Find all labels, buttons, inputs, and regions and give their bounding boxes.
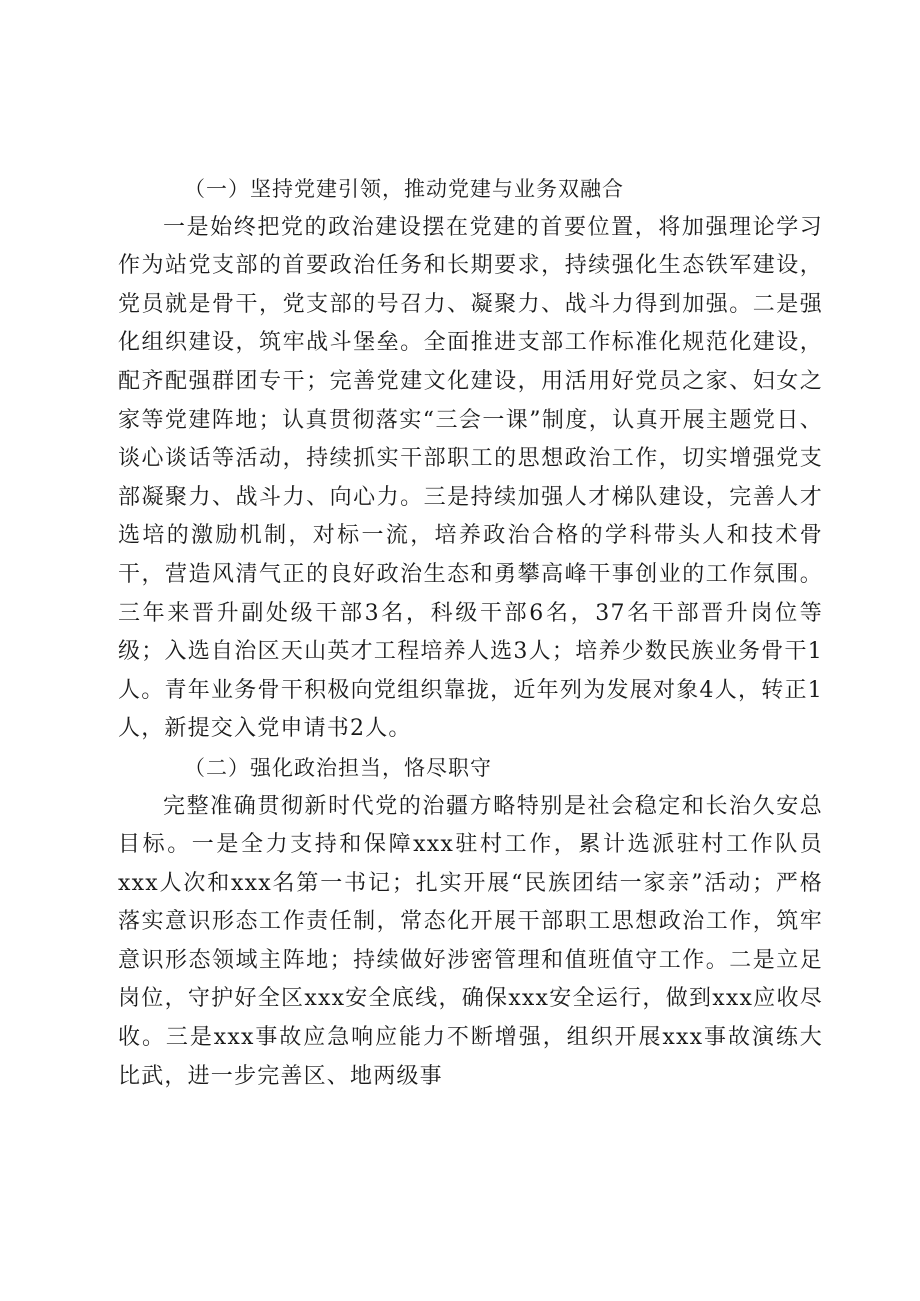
section-heading-2: （二）强化政治担当，恪尽职守 xyxy=(184,755,492,780)
section-paragraph-2: 完整准确贯彻新时代党的治疆方略特别是社会稳定和长治久安总目标。一是全力支持和保障xxx驻村工作，累计选派驻村工作队员xxx人次和xxx名第一书记；扎实开展“民族团结一家亲”活动；严格落实意识形态工作责任制，常态化开展干部职工思想政治工作，筑牢意识形态领域主阵地；持续做好涉密管理和值班值守工作。二是立足岗位，守护好全区xxx安全底线，确保xxx安全运行，做到xxx应收尽收。三是xxx事故应急响应能力不断增强，组织开展xxx事故演练大比武，进一步完善区、地两级事 xyxy=(118,793,823,1089)
section-heading-1: （一）坚持党建引领，推动党建与业务双融合 xyxy=(184,177,624,201)
section-paragraph-1: 一是始终把党的政治建设摆在党建的首要位置，将加强理论学习作为站党支部的首要政治任务和长期要求，持续强化生态铁军建设，党员就是骨干，党支部的号召力、凝聚力、战斗力得到加强。二是强化组织建设，筑牢战斗堡垒。全面推进支部工作标准化规范化建设，配齐配强群团专干；完善党建文化建设，用活用好党员之家、妇女之家等党建阵地；认真贯彻落实“三会一课”制度，认真开展主题党日、谈心谈话等活动，持续抓实干部职工的思想政治工作，切实增强党支部凝聚力、战斗力、向心力。三是持续加强人才梯队建设，完善人才选培的激励机制，对标一流，培养政治合格的学科带头人和技术骨干，营造风清气正的良好政治生态和勇攀高峰干事创业的工作氛围。三年来晋升副处级干部3名，科级干部6名，37名干部晋升岗位等级；入选自治区天山英才工程培养人选3人；培养少数民族业务骨干1人。青年业务骨干积极向党组织靠拢，近年列为发展对象4人，转正1人，新提交入党申请书2人。 xyxy=(118,214,823,742)
document-body xyxy=(118,170,823,1096)
